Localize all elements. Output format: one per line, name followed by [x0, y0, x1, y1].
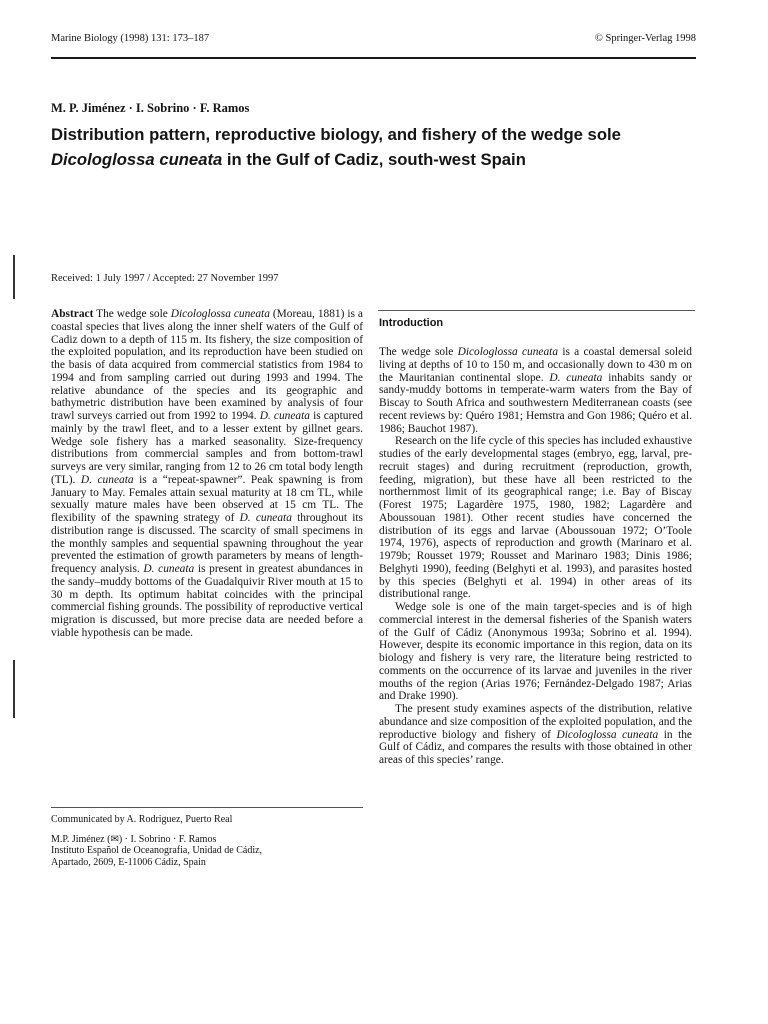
intro-p1-text-b: is a coastal demersal soleid living at depths of 10 to 150 m, and occasionally down to 430 m on the Mauritanian continental slope.: [379, 346, 692, 384]
abstract-text-b: (Moreau, 1881) is a coastal species that lives along the inner shelf waters of the Gulf of Cadiz down to a depth of 115 m. Its fishery, the size composition of the exploited population, and its reproduction have been studied on the basis of data acquired from commercial statistics from 1984 to 1994 and from sampling carried out during 1993 and 1994. The relative abundance of the species and its geographic and bathymetric distribution have been examined by analysis of four trawl surveys carried out from 1992 to 1994.: [51, 308, 363, 422]
affiliation-names: M.P. Jiménez (✉) · I. Sobrino · F. Ramos: [51, 833, 217, 845]
intro-paragraph-3: Wedge sole is one of the main target-species and is of high commercial interest in the demersal fisheries of the Spanish waters of the Gulf of Cádiz (Anonymous 1993a; Sobrino et al. 1994). However, despite its economic importance in this region, data on its biology and fishery is very rare, the literature being restricted to comments on the occurrence of its larvae and juveniles in the river mouths of the region (Arias 1976; Fernández-Delgado 1987; Arias and Drake 1990).: [379, 601, 692, 703]
abstract-label: Abstract: [51, 308, 94, 320]
introduction-body: [379, 346, 692, 767]
intro-p4-text-a: The present study examines aspects of the distribution, relative abundance and size composition of the exploited population, and the reproductive biology and fishery of: [379, 703, 692, 741]
footnote: [51, 814, 363, 869]
article-title: [51, 122, 688, 172]
footnote-rule: [51, 807, 363, 808]
journal-citation: Marine Biology (1998) 131: 173–187: [51, 33, 210, 44]
margin-mark-top: [13, 255, 15, 299]
abstract-text-c: is captured mainly by the trawl fleet, and to a lesser extent by gillnet gears. Wedge sole fishery has a marked seasonality. Size-frequency distributions from commercial samples and from bottom-trawl surveys are very similar, ranging from 12 to 26 cm total body length (TL).: [51, 410, 363, 486]
title-line-1: Distribution pattern, reproductive biology, and fishery of the wedge sole: [51, 125, 621, 144]
introduction-rule: [378, 310, 695, 311]
intro-p4-text-b: in the Gulf of Cádiz, and compares the results with those obtained in other areas of this species’ range.: [379, 728, 692, 766]
introduction-heading: Introduction: [379, 317, 444, 329]
title-species: Dicologlossa cuneata: [51, 150, 223, 169]
copyright-notice: © Springer-Verlag 1998: [594, 33, 696, 44]
abstract-species-short: D. cuneata: [259, 410, 310, 422]
header-rule: [51, 57, 696, 59]
author-list: M. P. Jiménez · I. Sobrino · F. Ramos: [51, 101, 250, 115]
margin-mark-bottom: [13, 660, 15, 718]
intro-paragraph-2: Research on the life cycle of this species has included exhaustive studies of the early developmental stages (embryo, egg, larval, pre-recruit stages) and during recruitment (reproduction, growth, feeding, migration), but these have all been restricted to the northernmost limit of its geographical range; i.e. Bay of Biscay (Forest 1975; Lagardère 1975, 1980, 1982; Lagardère and Aboussouan 1981). Other recent studies have concerned the distribution of its eggs and larvae (Aboussouan 1972; O’Toole 1974, 1976), aspects of reproduction and growth (Marinaro et al. 1979b; Rousset 1979; Rousset and Marinaro 1983; Dinis 1986; Belghyti 1990), feeding (Belghyti et al. 1993), and parasites hosted by this species (Belghyti et al. 1994) in other areas of its distributional range.: [379, 435, 692, 601]
intro-p4-species: Dicologlossa cuneata: [556, 728, 659, 741]
title-line-2: [51, 147, 688, 172]
abstract: [51, 308, 363, 640]
abstract-text-e: throughout its distribution range is discussed. The scarcity of small specimens in the monthly samples and sequential spawning throughout the year prevented the estimation of growth parameters by means of length-frequency analysis.: [51, 512, 363, 575]
abstract-species-short: D. cuneata: [143, 563, 195, 575]
abstract-species-short: D. cuneata: [239, 512, 292, 524]
abstract-species: Dicologlossa cuneata: [170, 308, 270, 320]
abstract-text-a: The wedge sole: [93, 308, 171, 320]
abstract-text-f: is present in greatest abundances in the sandy–muddy bottoms of the Guadalquivir River mouth at 15 to 30 m depth. Its optimum habitat coincides with the principal commercial fishing grounds. The possibility of reproductive vertical migration is discussed, but more precise data are needed before a viable hypothesis can be made.: [51, 563, 363, 639]
intro-paragraph-4: [379, 703, 692, 767]
intro-p1-species: Dicologlossa cuneata: [457, 346, 559, 358]
communicated-by: Communicated by A. Rodriguez, Puerto Real: [51, 814, 233, 825]
title-line-2-rest: in the Gulf of Cadiz, south-west Spain: [222, 150, 526, 169]
intro-p1-text-a: The wedge sole: [379, 346, 458, 358]
intro-p1-species-short: D. cuneata: [549, 371, 603, 384]
received-accepted-dates: Received: 1 July 1997 / Accepted: 27 November 1997: [51, 273, 279, 284]
affiliation-address: Apartado, 2609, E-11006 Cádiz, Spain: [51, 857, 206, 869]
intro-p1-text-c: inhabits sandy or sandy-muddy bottoms in temperate-warm waters from the Bay of Biscay to South Africa and southwestern Mediterranean coasts (see recent reviews by: Quéro 1981; Hemstra and Gon 1986; Quéro et al. 1986; Bauchot 1987).: [379, 371, 692, 435]
abstract-text-d: is a “repeat-spawner”. Peak spawning is from January to May. Females attain sexual maturity at 18 cm TL, while sexually mature males have been observed at 15 cm TL. The flexibility of the spawning strategy of: [51, 473, 364, 524]
affiliation-institute: Instituto Español de Oceanografia, Unidad de Cádiz,: [51, 845, 263, 857]
abstract-species-short: D. cuneata: [80, 473, 134, 486]
intro-paragraph-1: [379, 346, 692, 435]
